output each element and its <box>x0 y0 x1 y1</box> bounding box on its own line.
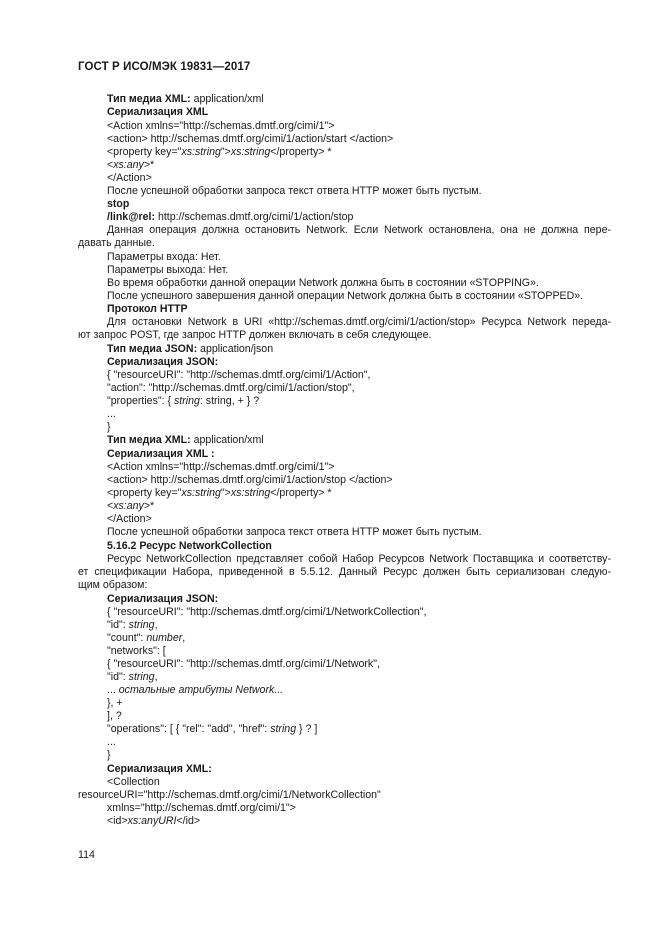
italic-run: xs:any <box>113 159 144 171</box>
text-line <box>107 619 158 632</box>
running-header: ГОСТ Р ИСО/МЭК 19831—2017 <box>78 61 251 73</box>
italic-run: string <box>174 395 200 407</box>
text-run: </id> <box>176 815 201 827</box>
text-line <box>107 159 154 172</box>
bold-run: Протокол HTTP <box>107 303 188 315</box>
text-run: Параметры входа: Нет. <box>107 251 221 263</box>
text-line <box>107 185 482 198</box>
text-line <box>107 93 264 106</box>
text-line <box>107 684 283 697</box>
text-line <box>78 237 155 250</box>
text-line <box>107 553 611 566</box>
text-run: application/xml <box>190 93 264 105</box>
text-run: xmlns="http://schemas.dmtf.org/cimi/1"> <box>107 802 296 814</box>
text-line <box>107 802 296 815</box>
text-line <box>107 658 380 671</box>
text-run: { "resourceURI": "http://schemas.dmtf.org/cimi/1/NetworkCollection", <box>107 606 427 618</box>
text-line <box>107 671 158 684</box>
page-number: 114 <box>78 849 95 861</box>
text-line <box>107 763 212 776</box>
text-run: >* <box>143 159 155 171</box>
bold-run: Сериализация XML: <box>107 763 212 775</box>
text-line <box>78 579 147 592</box>
text-run: "action": "http://schemas.dmtf.org/cimi/1/action/stop", <box>107 382 355 394</box>
italic-run: string <box>270 723 297 735</box>
text-run: </Action> <box>107 172 152 184</box>
text-run: ... <box>107 408 116 420</box>
text-run: Ресурс NetworkCollection представляет собой Набор Ресурсов Network Поставщика и соответству- <box>107 553 611 565</box>
text-run: "properties": { <box>107 395 174 407</box>
text-run: "networks": [ <box>107 645 166 657</box>
text-line <box>107 277 539 290</box>
text-line <box>107 736 116 749</box>
text-line <box>107 395 259 408</box>
text-line <box>107 421 111 434</box>
bold-run: Тип медиа XML: <box>107 434 191 446</box>
text-line <box>107 606 426 619</box>
text-line <box>107 487 332 500</box>
text-line <box>107 120 334 133</box>
text-run: <Action xmlns="http://schemas.dmtf.org/cimi/1"> <box>107 461 335 473</box>
text-run: resourceURI="http://schemas.dmtf.org/cimi/1/NetworkCollection" <box>78 789 381 801</box>
text-line <box>107 632 185 645</box>
text-run: "count": <box>107 632 147 644</box>
text-run: Параметры выхода: Нет. <box>107 264 229 276</box>
text-line <box>107 146 332 159</box>
text-run: ет спецификации Набора, приведенной в 5.5.12. Данный Ресурс должен быть сериализован следую- <box>78 566 611 578</box>
text-run: "> <box>220 146 231 158</box>
text-line <box>107 369 371 382</box>
italic-run: xs:string <box>181 146 221 158</box>
text-run: application/json <box>197 343 274 355</box>
text-run: <id> <box>107 815 128 827</box>
text-run: <property key=" <box>107 487 182 499</box>
text-line <box>107 316 611 329</box>
italic-run: xs:string <box>230 146 271 158</box>
text-run: </property> * <box>270 146 332 158</box>
text-run: : string, + } ? <box>199 395 260 407</box>
text-line <box>78 329 432 342</box>
text-run: application/xml <box>190 434 264 446</box>
text-run: "id": <box>107 671 129 683</box>
bold-run: /link@rel: <box>107 211 156 223</box>
italic-run: xs:string <box>230 487 271 499</box>
text-run: , <box>154 671 158 683</box>
text-run: "id": <box>107 619 129 631</box>
text-run: , <box>182 632 186 644</box>
text-line <box>107 303 188 316</box>
text-run: < <box>107 159 114 171</box>
text-line <box>107 434 264 447</box>
text-run: После успешного завершения данной операции Network должна быть в состоянии «STOPPED». <box>107 290 584 302</box>
text-run: <property key=" <box>107 146 182 158</box>
text-run: После успешной обработки запроса текст ответа HTTP может быть пустым. <box>107 526 482 538</box>
text-line <box>107 172 152 185</box>
text-line <box>107 697 123 710</box>
text-run: } ? ] <box>296 723 318 735</box>
bold-run: Сериализация JSON: <box>107 593 219 605</box>
text-run: Данная операция должна остановить Network. Если Network остановлена, она не должна пере- <box>107 224 611 236</box>
text-line <box>107 526 482 539</box>
text-run: Во время обработки данной операции Network должна быть в состоянии «STOPPING». <box>107 277 539 289</box>
text-line <box>107 343 273 356</box>
text-run: <action> http://schemas.dmtf.org/cimi/1/action/start </action> <box>107 133 394 145</box>
text-line <box>107 448 214 461</box>
italic-run: number <box>146 632 183 644</box>
text-line <box>107 224 611 237</box>
bold-run: 5.16.2 Ресурс NetworkCollection <box>107 540 272 552</box>
bold-run: Тип медиа XML: <box>107 93 191 105</box>
text-line <box>78 566 611 579</box>
text-run: } <box>107 749 111 761</box>
italic-run: xs:any <box>113 500 144 512</box>
text-run: < <box>107 500 114 512</box>
text-line <box>107 645 166 658</box>
italic-run: xs:anyURI <box>127 815 177 827</box>
text-line <box>107 474 393 487</box>
text-run: Для остановки Network в URI «http://schemas.dmtf.org/cimi/1/action/stop» Ресурса Network переда- <box>107 316 611 328</box>
text-line <box>78 789 381 802</box>
text-line <box>107 710 122 723</box>
text-run: { "resourceURI": "http://schemas.dmtf.org/cimi/1/Network", <box>107 658 380 670</box>
text-run: { "resourceURI": "http://schemas.dmtf.org/cimi/1/Action", <box>107 369 371 381</box>
text-run: ... <box>107 736 116 748</box>
text-run: <action> http://schemas.dmtf.org/cimi/1/action/stop </action> <box>107 474 393 486</box>
text-line <box>107 408 116 421</box>
text-run: ... <box>107 684 119 696</box>
text-line <box>107 133 393 146</box>
text-line <box>107 593 218 606</box>
text-line <box>107 382 355 395</box>
bold-run: Тип медиа JSON: <box>107 343 198 355</box>
text-line <box>107 106 208 119</box>
text-line <box>107 251 221 264</box>
text-run: ], ? <box>107 710 122 722</box>
text-run: >* <box>143 500 155 512</box>
text-line <box>107 461 334 474</box>
text-line <box>107 723 317 736</box>
text-line <box>107 540 272 553</box>
text-run: , <box>154 619 158 631</box>
text-line <box>107 815 200 828</box>
text-run: </property> * <box>270 487 332 499</box>
bold-run: Сериализация JSON: <box>107 356 219 368</box>
italic-run: xs:string <box>181 487 221 499</box>
text-run: }, + <box>107 697 123 709</box>
text-run: </Action> <box>107 513 152 525</box>
bold-run: Сериализация XML : <box>107 448 215 460</box>
text-run: "> <box>220 487 231 499</box>
text-line <box>107 356 218 369</box>
text-run: "operations": [ { "rel": "add", "href": <box>107 723 271 735</box>
italic-run: string <box>128 671 155 683</box>
text-line <box>107 500 154 513</box>
text-line <box>107 211 353 224</box>
text-run: щим образом: <box>78 579 148 591</box>
text-run: http://schemas.dmtf.org/cimi/1/action/stop <box>155 211 354 223</box>
text-run: <Action xmlns="http://schemas.dmtf.org/cimi/1"> <box>107 120 335 132</box>
text-line <box>107 198 129 211</box>
text-line <box>107 749 111 762</box>
bold-run: Сериализация XML <box>107 106 209 118</box>
text-line <box>107 290 583 303</box>
text-run: <Collection <box>107 776 160 788</box>
text-run: } <box>107 421 111 433</box>
text-run: ют запрос POST, где запрос HTTP должен включать в себя следующее. <box>78 329 432 341</box>
italic-run: string <box>128 619 155 631</box>
bold-run: stop <box>107 198 130 210</box>
text-line <box>107 264 228 277</box>
text-line <box>107 513 152 526</box>
text-line <box>107 776 160 789</box>
text-run: После успешной обработки запроса текст ответа HTTP может быть пустым. <box>107 185 482 197</box>
italic-run: остальные атрибуты Network... <box>118 684 284 696</box>
text-run: давать данные. <box>78 237 155 249</box>
